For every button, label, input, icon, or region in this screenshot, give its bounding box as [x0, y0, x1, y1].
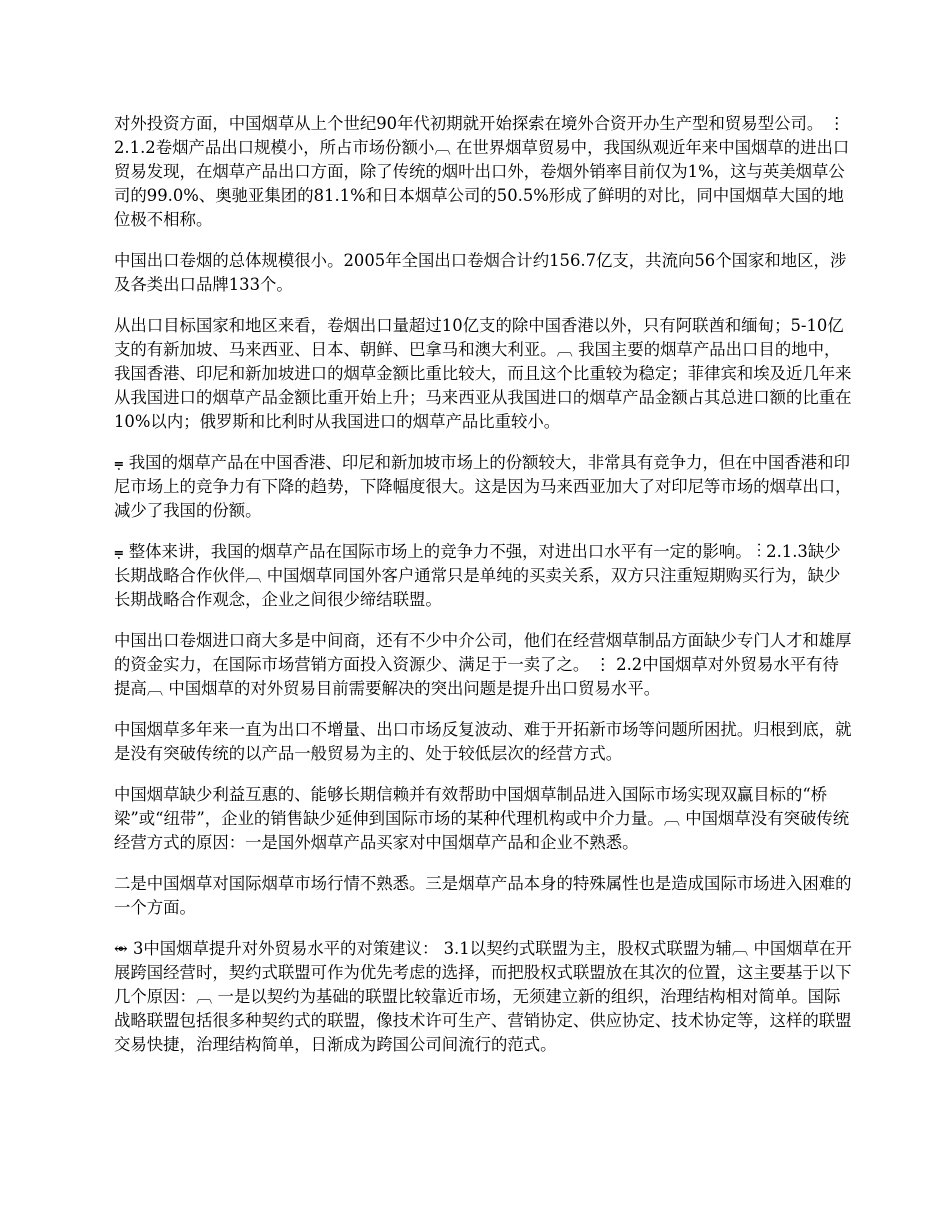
- paragraph-8: 中国烟草缺少利益互惠的、能够长期信赖并有效帮助中国烟草制品进入国际市场实现双赢目标的“桥梁”或“纽带”，企业的销售缺少延伸到国际市场的某种代理机构或中介力量。︹ 中国烟草没有突破传统经营方式的原因：一是国外烟草产品买家对中国烟草产品和企业不熟悉。: [114, 785, 850, 852]
- paragraph-1: 对外投资方面，中国烟草从上个世纪90年代初期就开始探索在境外合资开办生产型和贸易型公司。 ⋮ 2.1.2卷烟产品出口规模小，所占市场份额小︹ 在世界烟草贸易中，我国纵观近年来中国烟草的进出口贸易发现，在烟草产品出口方面，除了传统的烟叶出口外，卷烟外销率目前仅为1%，这与英美烟草公司的99.0%、奥驰亚集团的81.1%和日本烟草公司的50.5%形成了鲜明的对比，同中国烟草大国的地位极不相称。: [114, 114, 850, 229]
- paragraph-6: 中国出口卷烟进口商大多是中间商，还有不少中介公司，他们在经营烟草制品方面缺少专门人才和雄厚的资金实力，在国际市场营销方面投入资源少、满足于一卖了之。 ⋮ 2.2中国烟草对外贸易水平有待提高︹ 中国烟草的对外贸易目前需要解决的突出问题是提升出口贸易水平。: [114, 631, 852, 698]
- paragraph-7: 中国烟草多年来一直为出口不增量、出口市场反复波动、难于开拓新市场等问题所困扰。归根到底，就是没有突破传统的以产品一般贸易为主的、处于较低层次的经营方式。: [114, 720, 852, 763]
- paragraph-2: 中国出口卷烟的总体规模很小。2005年全国出口卷烟合计约156.7亿支，共流向56个国家和地区，涉及各类出口品牌133个。: [114, 251, 847, 294]
- paragraph-10: ⥈ 3中国烟草提升对外贸易水平的对策建议： 3.1以契约式联盟为主，股权式联盟为辅︹ 中国烟草在开展跨国经营时，契约式联盟可作为优先考虑的选择，而把股权式联盟放在其次的位置，这主要基于以下几个原因：︹ 一是以契约为基础的联盟比较靠近市场，无须建立新的组织，治理结构相对简单。国际战略联盟包括很多种契约式的联盟，像技术许可生产、营销协定、供应协定、技术协定等，这样的联盟交易快捷，治理结构简单，日渐成为跨国公司间流行的范式。: [114, 939, 852, 1054]
- paragraph-5: ⩦ 整体来讲，我国的烟草产品在国际市场上的竞争力不强，对进出口水平有一定的影响。 ⋮ 2.1.3缺少长期战略合作伙伴︹ 中国烟草同国外客户通常只是单纯的买卖关系，双方只注重短期购买行为，缺少长期战略合作观念，企业之间很少缔结联盟。: [114, 542, 841, 609]
- paragraph-9: 二是中国烟草对国际烟草市场行情不熟悉。三是烟草产品本身的特殊属性也是造成国际市场进入困难的一个方面。: [114, 874, 852, 917]
- document-body: [114, 112, 854, 1074]
- paragraph-3: 从出口目标国家和地区来看，卷烟出口量超过10亿支的除中国香港以外，只有阿联酋和缅甸；5-10亿支的有新加坡、马来西亚、日本、朝鲜、巴拿马和澳大利亚。︹ 我国主要的烟草产品出口目的地中，我国香港、印尼和新加坡进口的烟草金额比重比较大，而且这个比重较为稳定；菲律宾和埃及近几年来从我国进口的烟草产品金额比重开始上升；马来西亚从我国进口的烟草产品金额占其总进口额的比重在10%以内；俄罗斯和比利时从我国进口的烟草产品比重较小。: [114, 316, 852, 431]
- paragraph-4: ⩦ 我国的烟草产品在中国香港、印尼和新加坡市场上的份额较大，非常具有竞争力，但在中国香港和印尼市场上的竞争力有下降的趋势，下降幅度很大。这是因为马来西亚加大了对印尼等市场的烟草出口，减少了我国的份额。: [114, 453, 852, 520]
